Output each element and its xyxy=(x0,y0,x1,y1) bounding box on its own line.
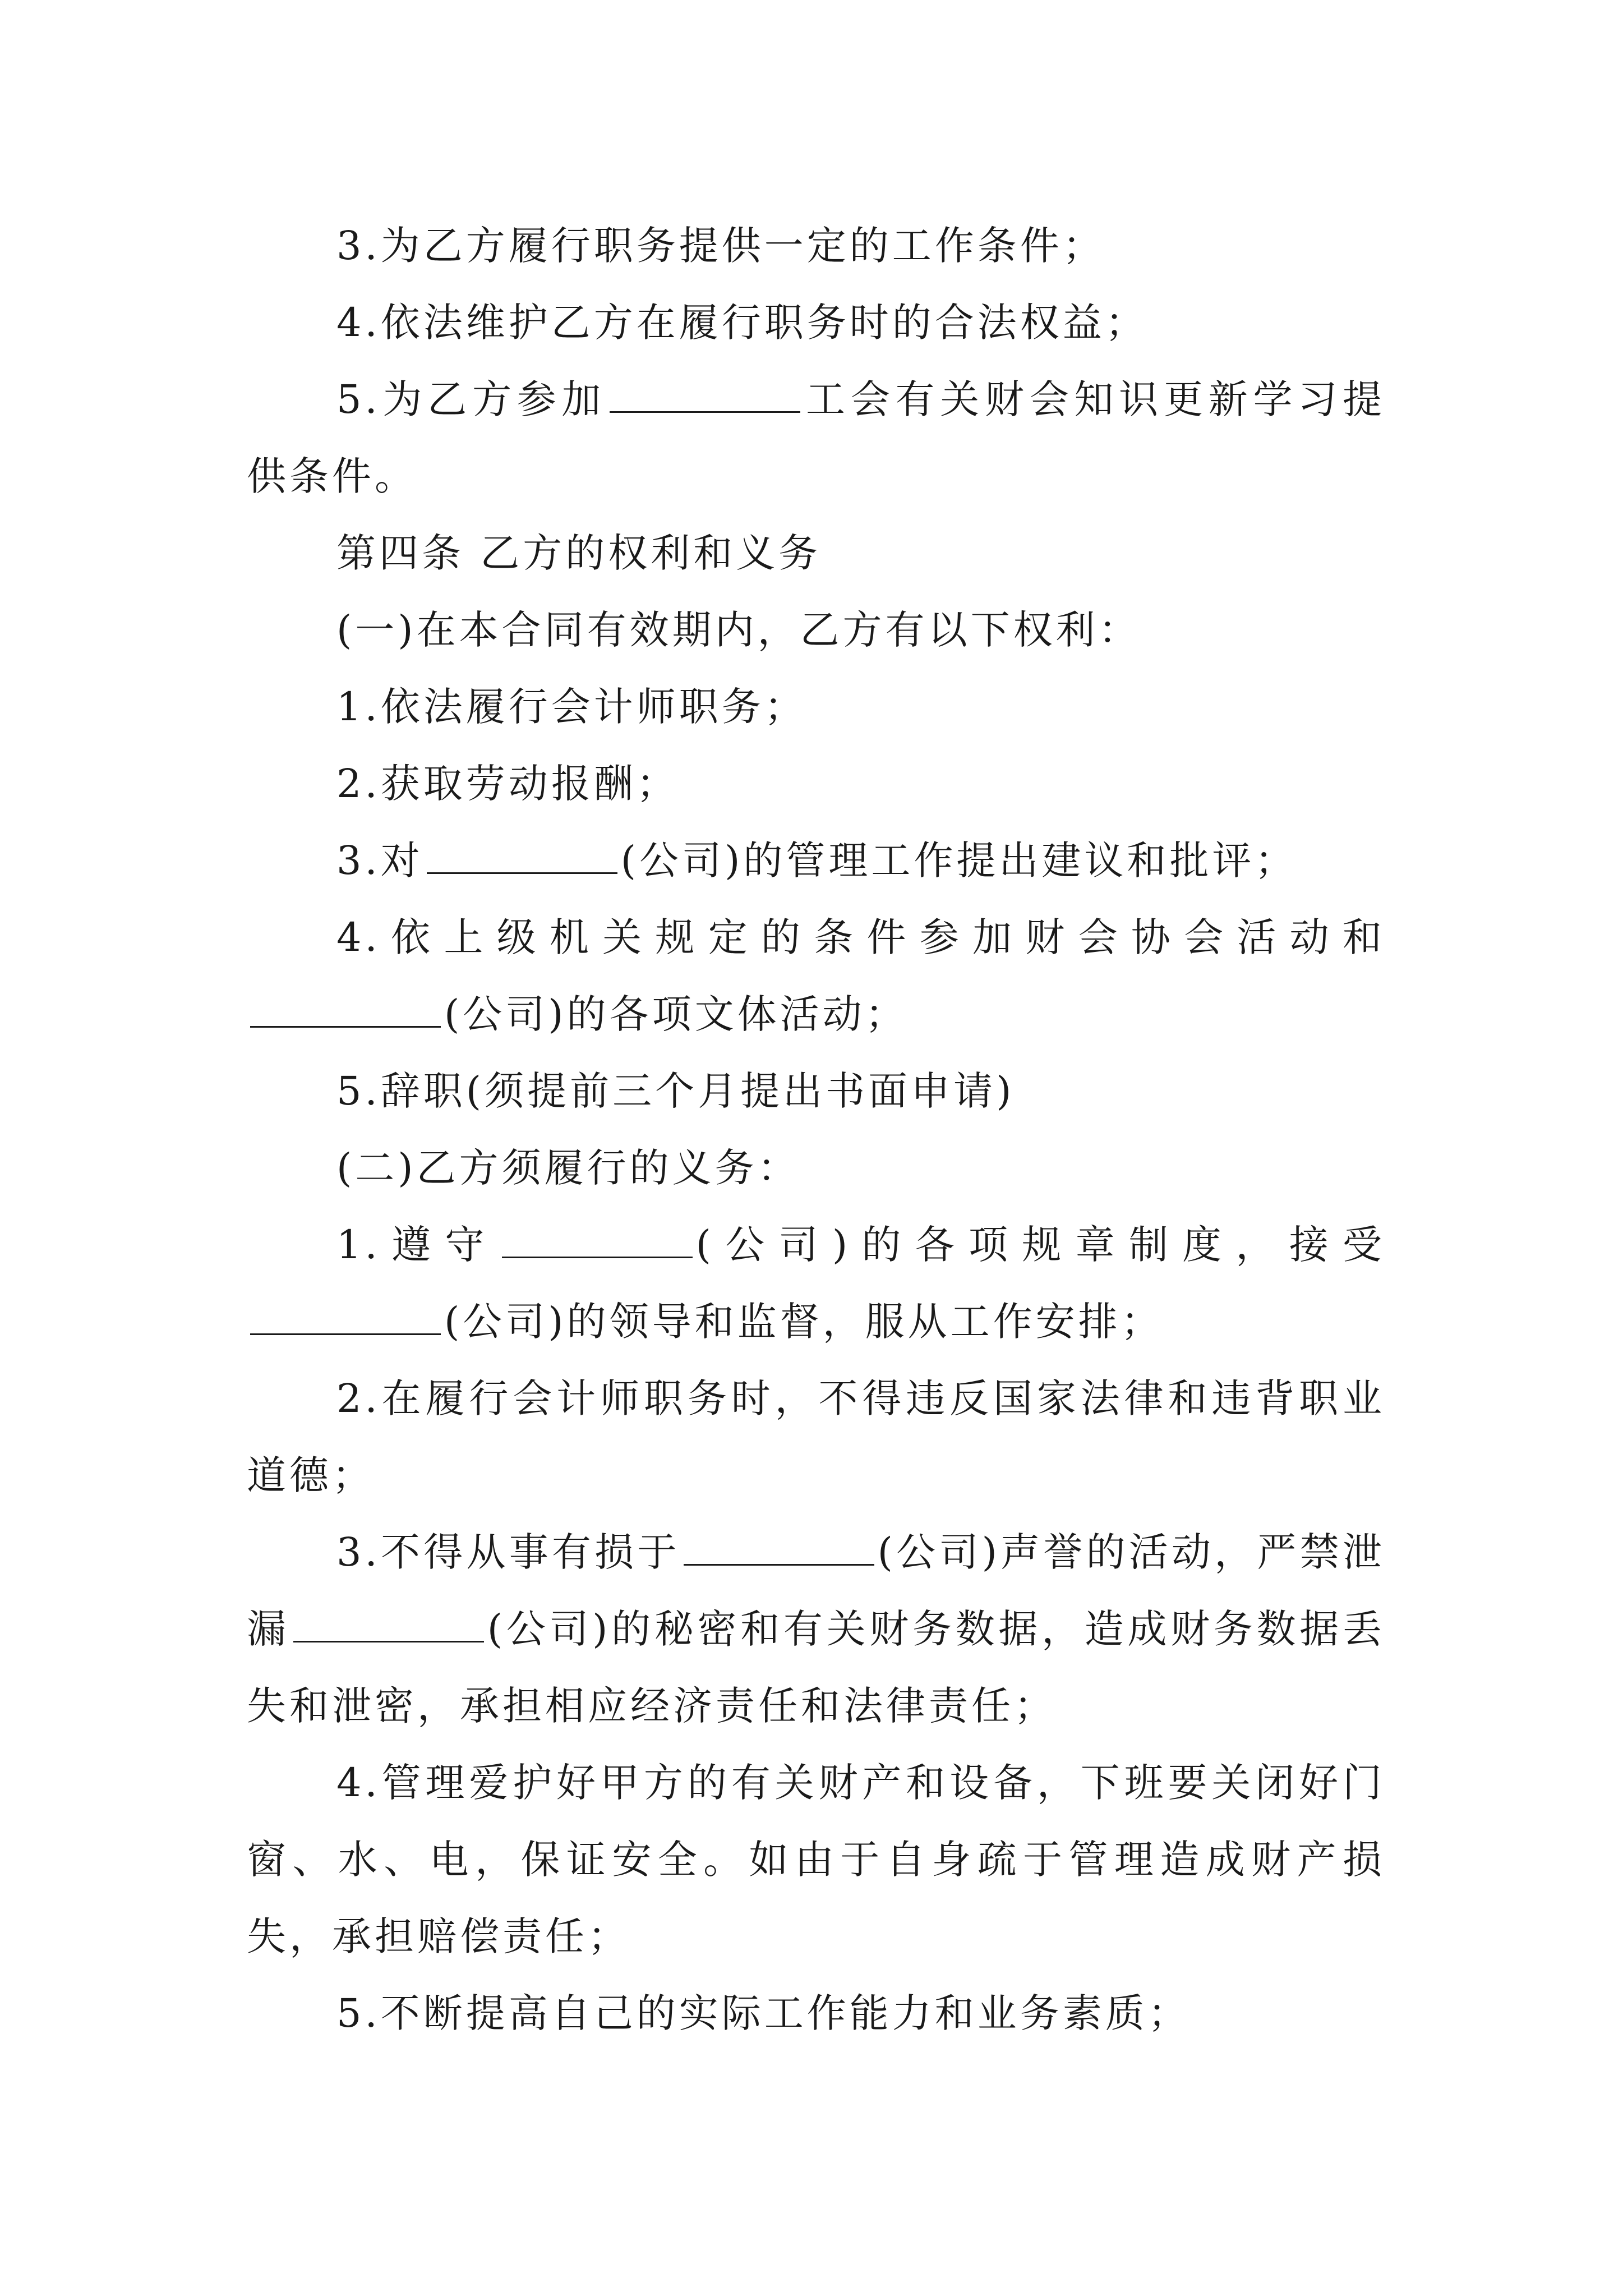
document-body xyxy=(247,208,1385,2052)
fill-in-blank xyxy=(502,1256,693,1258)
paragraph-7 xyxy=(247,746,1385,822)
paragraph-16 xyxy=(247,1975,1385,2052)
paragraph-13 xyxy=(247,1360,1385,1514)
paragraph-text: (公司)的管理工作提出建议和批评； xyxy=(620,838,1298,884)
paragraph-8 xyxy=(247,822,1385,899)
fill-in-blank xyxy=(250,1025,441,1028)
paragraph-text: 4.依法维护乙方在履行职务时的合法权益； xyxy=(336,300,1148,346)
paragraph-11 xyxy=(247,1130,1385,1207)
paragraph-9 xyxy=(247,899,1385,1053)
paragraph-text: 5.为乙方参加 xyxy=(336,376,607,422)
paragraph-text: (二)乙方须履行的义务： xyxy=(336,1145,800,1191)
paragraph-text: (公司)的各项文体活动； xyxy=(444,991,908,1037)
fill-in-blank xyxy=(293,1640,484,1642)
fill-in-blank xyxy=(427,872,617,874)
paragraph-text: 第四条 乙方的权利和义务 xyxy=(336,530,822,576)
paragraph-text: 3.对 xyxy=(336,838,423,884)
paragraph-1 xyxy=(247,208,1385,284)
fill-in-blank xyxy=(684,1563,874,1566)
paragraph-text: (公司)的各项规章制度，接受 xyxy=(695,1222,1385,1268)
paragraph-10 xyxy=(247,1053,1385,1130)
paragraph-text: (公司)的领导和监督，服从工作安排； xyxy=(444,1299,1164,1345)
paragraph-text: 1.依法履行会计师职务； xyxy=(336,684,807,730)
paragraph-text: 工会有关财会知识更新学习提供条件。 xyxy=(247,376,1385,499)
paragraph-15 xyxy=(247,1745,1385,1975)
paragraph-text: 3.为乙方履行职务提供一定的工作条件； xyxy=(336,223,1105,269)
fill-in-blank xyxy=(250,1333,441,1335)
paragraph-6 xyxy=(247,669,1385,746)
paragraph-text: 5.辞职(须提前三个月提出书面申请) xyxy=(336,1068,1015,1114)
paragraph-text: 4.依上级机关规定的条件参加财会协会活动和 xyxy=(336,914,1385,960)
paragraph-14 xyxy=(247,1514,1385,1745)
paragraph-text: 5.不断提高自己的实际工作能力和业务素质； xyxy=(336,1990,1191,2036)
paragraph-text: 4.管理爱护好甲方的有关财产和设备，下班要关闭好门窗、水、电，保证安全。如由于自身疏于管理造成财产损失，承担赔偿责任； xyxy=(247,1760,1385,1959)
paragraph-5 xyxy=(247,592,1385,669)
fill-in-blank xyxy=(610,411,800,413)
paragraph-text: (公司)的秘密和有关财务数据，造成财务数据丢失和泄密，承担相应经济责任和法律责任； xyxy=(247,1606,1385,1729)
paragraph-2 xyxy=(247,284,1385,361)
paragraph-text: (一)在本合同有效期内，乙方有以下权利： xyxy=(336,607,1141,653)
paragraph-3 xyxy=(247,361,1385,515)
paragraph-text: 2.获取劳动报酬； xyxy=(336,761,679,807)
paragraph-12 xyxy=(247,1207,1385,1360)
paragraph-text: 3.不得从事有损于 xyxy=(336,1529,680,1575)
paragraph-text: 1.遵守 xyxy=(336,1222,499,1268)
section-heading xyxy=(247,515,1385,592)
paragraph-text: (公司)声誉的活动，严禁泄漏 xyxy=(247,1529,1385,1652)
paragraph-text: 2.在履行会计师职务时，不得违反国家法律和违背职业道德； xyxy=(247,1375,1385,1498)
